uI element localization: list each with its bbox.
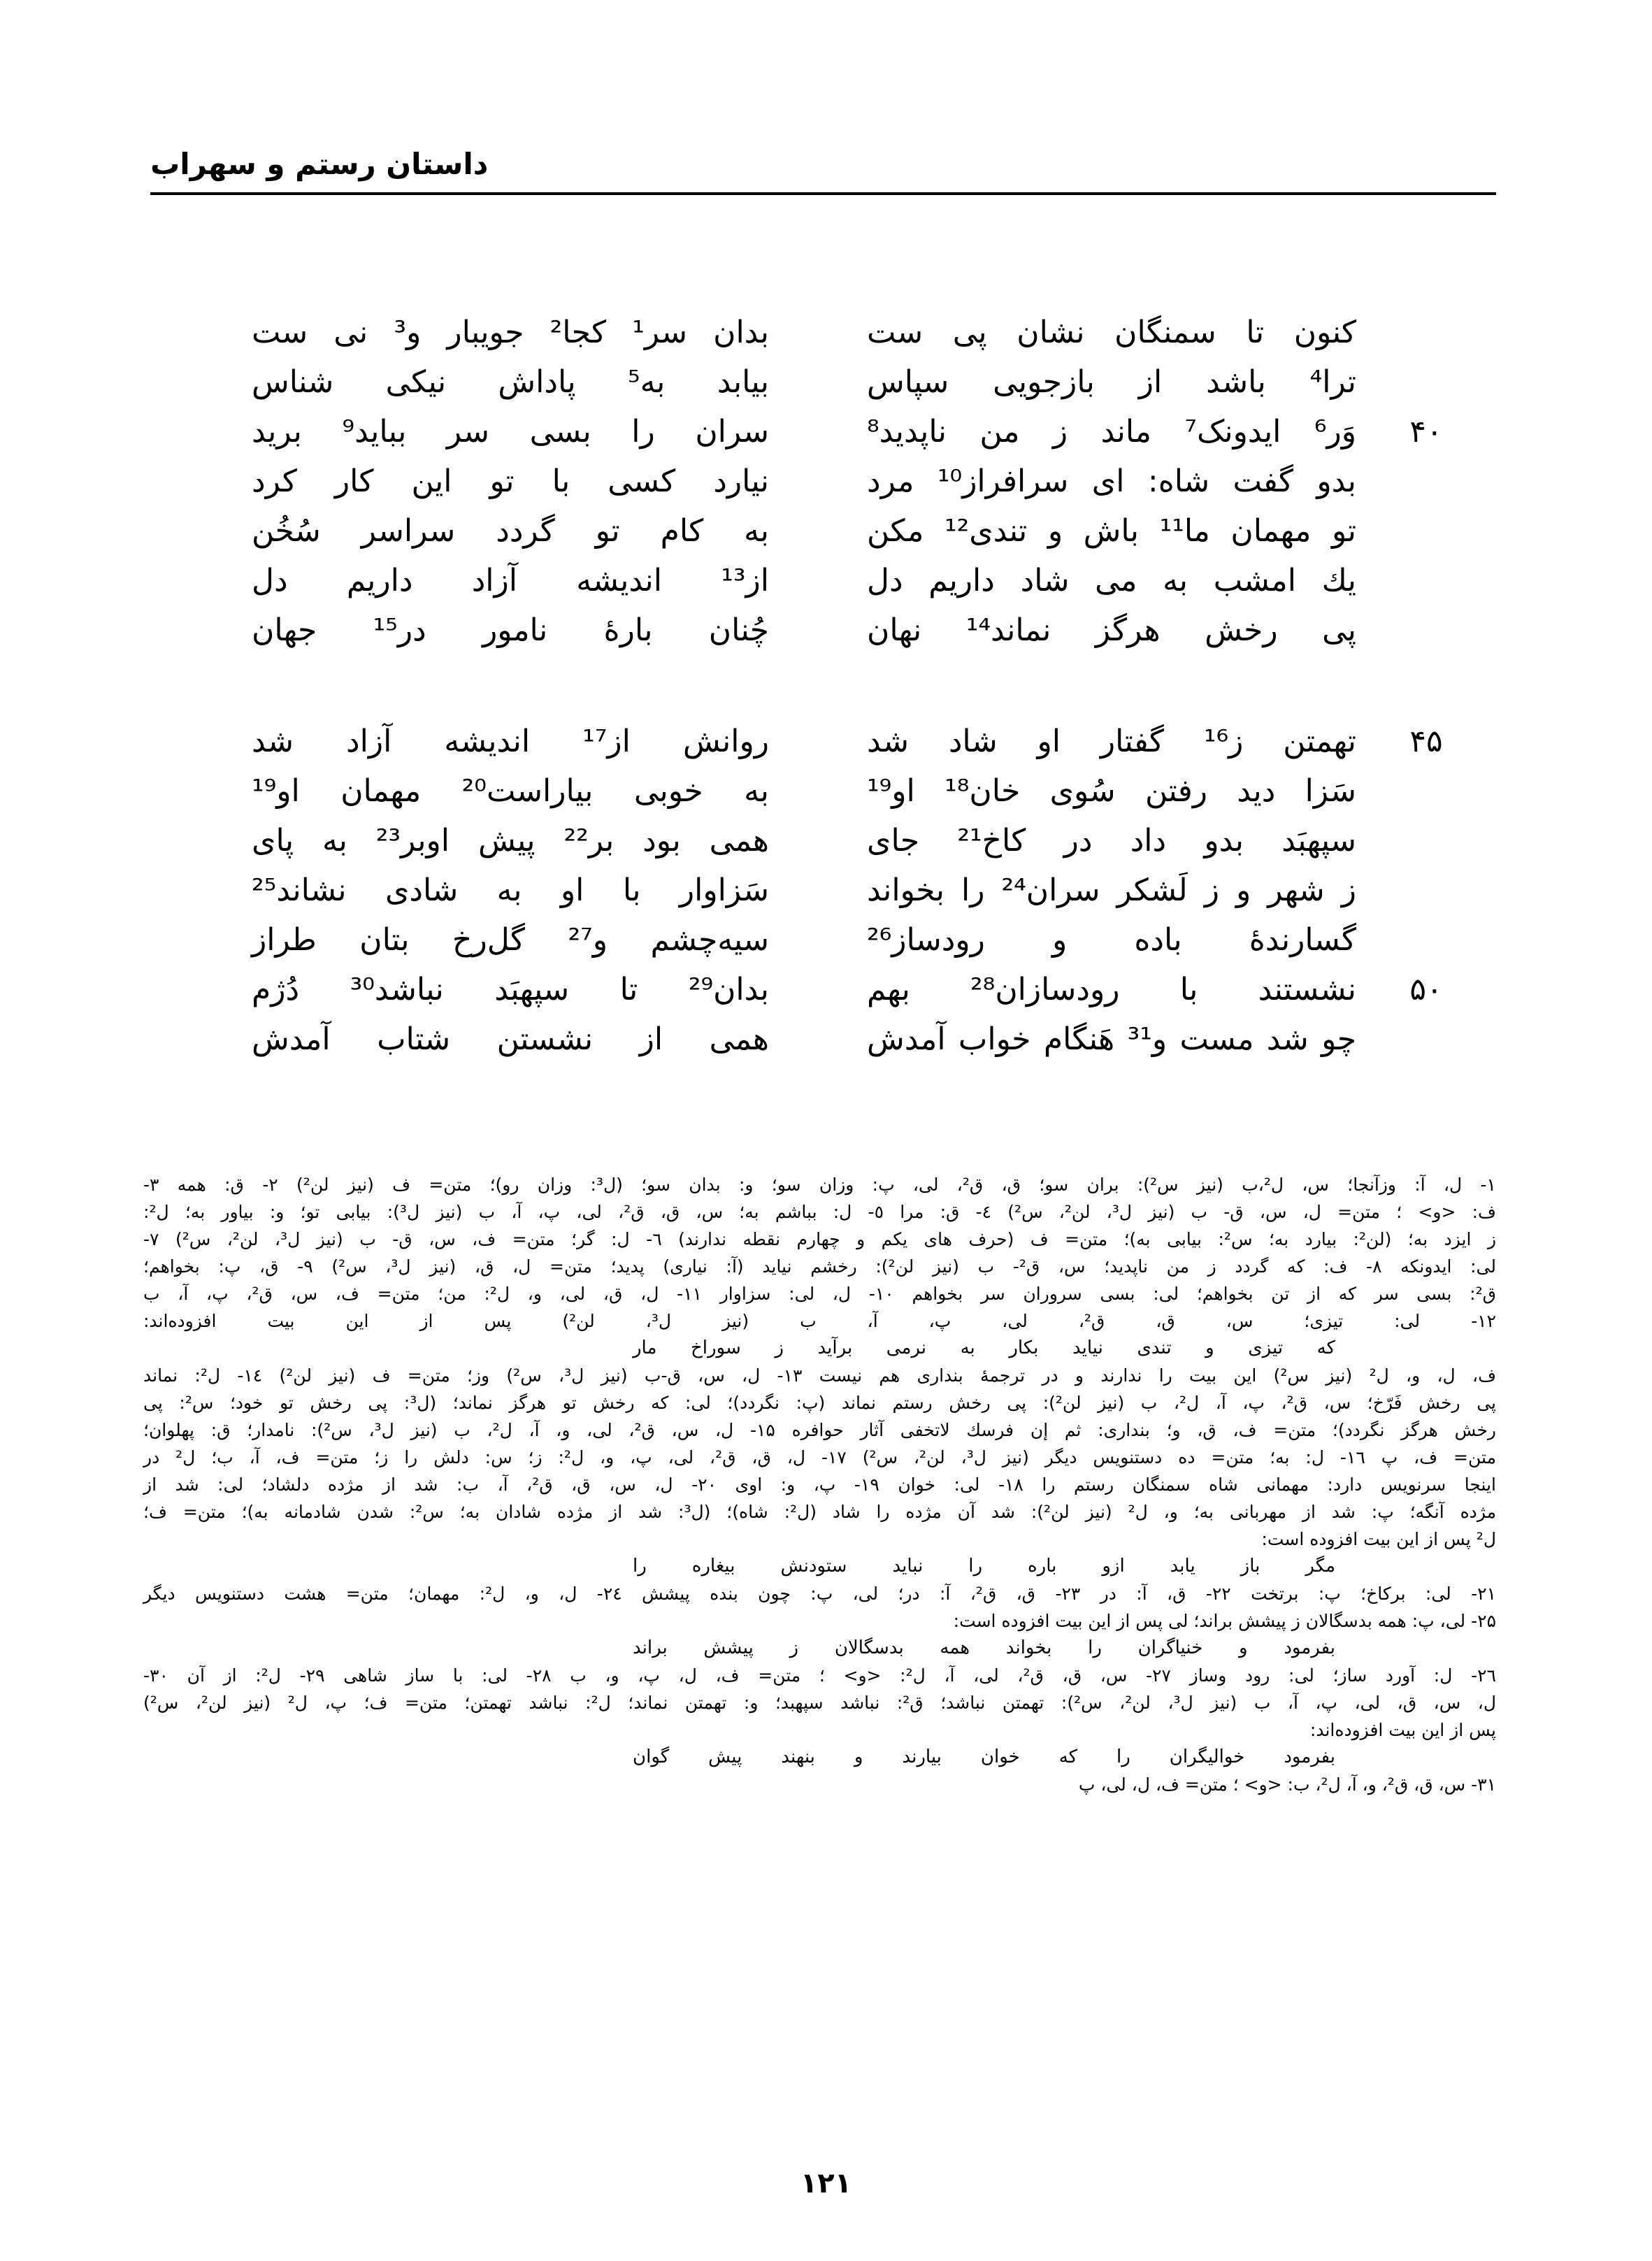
hemistich-second: همی از نشستن شتاب آمدش xyxy=(252,1021,769,1057)
hemistich-second: سیه‌چشم و²⁷ گل‌رخ بتان طراز xyxy=(252,922,769,958)
couplet xyxy=(252,457,1412,506)
hemistich-second: به خوبی بیاراست²⁰ مهمان او¹⁹ xyxy=(252,773,769,809)
variant-verse: بفرمود و خنیاگران را بخواند همه بدسگالان ز پیشش براند xyxy=(633,1637,1335,1658)
variant-verse: که تیزی و تندی نیاید بکار به نرمی برآید ز سوراخ مار xyxy=(633,1337,1335,1358)
couplet xyxy=(252,766,1412,816)
footnote-line: ۱- ل، آ: وزآنجا؛ س، ل²،ب (نیز س²): بران سو؛ ق، ق²، لی، پ: وزان سو؛ و: بدان سو؛ (ل³: وزان رو)؛ متن= ف (نیز لن²) ۲- ق: همه ۳- xyxy=(143,1175,1496,1195)
couplet xyxy=(252,816,1412,866)
variant-verse: بفرمود خوالیگران را که خوان بیارند و بنهند پیش گوان xyxy=(633,1746,1335,1767)
couplet xyxy=(252,717,1443,766)
hemistich-second: سَزاوار با او به شادی نشاند²⁵ xyxy=(252,873,769,908)
footnote-line: اینجا سرنویس دارد: مهمانی شاه سمنگان رستم را ۱۸- لی: خوان ۱۹- پ، و: اوی ۲۰- ل، س، ق، ق²، آ، ب: شد از مژده دلشاد؛ لی: شد از xyxy=(143,1474,1496,1495)
footnote-line: ف، ل، و، ل² (نیز س²) این بیت را ندارند و در ترجمهٔ بنداری هم نیست ۱۳- ل، س، ق-ب (نیز ل³، س²) وز؛ متن= ف (نیز لن²) ١٤- ل²: نماند xyxy=(143,1365,1497,1386)
footnote-line: ۲٦- ل: آورد ساز؛ لی: رود وساز ۲۷- س، ق، ق²، لی، آ، ل²: <و> ؛ متن= ف، ل، پ، و، ب ۲۸- لی: با ساز شاهی ۲۹- ل²: از آن ۳۰- xyxy=(143,1665,1496,1686)
hemistich-first: چو شد مست و³¹ هَنگام خواب آمدش xyxy=(867,1021,1357,1057)
verse-block-2 xyxy=(252,717,1443,1064)
footnote-line: ۳۱- س، ق، ق²، و، آ، ل²، ب: <و> ؛ متن= ف، ل، لی، پ xyxy=(1078,1774,1496,1795)
variant-verse: مگر باز یابد ازو باره را نباید ستودنش بیغاره را xyxy=(633,1556,1335,1577)
hemistich-first: ز شهر و ز لَشکر سران²⁴ را بخواند xyxy=(867,873,1356,908)
hemistich-second: نیارد کسی با تو این کار کرد xyxy=(252,464,769,499)
running-title: داستان رستم و سهراب xyxy=(150,147,489,181)
hemistich-first: بدو گفت شاه: ای سرافراز¹⁰ مرد xyxy=(867,464,1356,499)
footnote-line: ۲۵- لی، پ: همه بدسگالان ز پیشش براند؛ لی پس از این بیت افزوده است: xyxy=(953,1611,1496,1631)
footnote-line: ز ایزد به؛ (لن²: بیارد به؛ س²: بیابی به)؛ متن= ف (حرف های یکم و چهارم نقطه ندارند) ٦- ل: گر؛ متن= ف، س، ق- ب (نیز ل³، لن²، س²) ۷- xyxy=(143,1229,1497,1249)
hemistich-second: بیابد به⁵ پاداش نیکی شناس xyxy=(252,364,769,400)
footnote-line: ۱۲- لی: تیزی؛ س، ق، ق²، لی، پ، آ، ب (نیز ل³، لن²) پس از این بیت افزوده‌اند: xyxy=(143,1311,1496,1331)
hemistich-second: چُنان بارهٔ نامور در¹⁵ جهان xyxy=(252,612,769,648)
footnote-line: ۲۱- لی: برکاخ؛ پ: برتخت ۲۲- ق، آ: در ۲۳- ق، ق²، آ: در؛ لی، پ: چون بنده پیشش ۲٤- ل، و، ل²: مهمان؛ متن= هشت دستنویس دیگر xyxy=(143,1584,1497,1604)
footnote-line: رخش هرگز نگردد)؛ متن= ف، ق، و؛ بنداری: ثم إن فرسك لاتخفی آثار حوافره ۱۵- ل، س، ق²، لی، و، آ، ل²، ب (نیز ل³، س²): نامدار؛ ق: پهلوان؛ xyxy=(143,1420,1496,1440)
hemistich-second: به کام تو گردد سراسر سُخُن xyxy=(252,513,769,549)
couplet xyxy=(252,965,1443,1014)
couplet xyxy=(252,866,1412,915)
hemistich-second: بدان²⁹ تا سپهبَد نباشد³⁰ دُژم xyxy=(252,972,769,1007)
footnote-line: پی رخش فَرّخ؛ س، ق²، پ، آ، ل²، ب (نیز لن²): پی رخش رستم نماند (پ: نگردد)؛ لی: که رخش تو هرگز نماند؛ (ل³: پی رخش تو خود؛ س²: پی xyxy=(143,1393,1497,1413)
hemistich-second: همی بود بر²² پیش اوبر²³ به پای xyxy=(252,823,769,859)
footnote-line: ل، س، ق، لی، پ، آ، ب (نیز ل³، لن²، س²): تهمتن نباشد؛ ق²: نباشد سپهبد؛ و: تهمتن نماند؛ ل²: نباشد تهمتن؛ متن= ف؛ پ، ل² (نیز لن²، س²) xyxy=(143,1693,1496,1713)
couplet xyxy=(252,915,1412,965)
header-rule xyxy=(150,192,1496,195)
verse-number: ۴۰ xyxy=(1409,414,1443,450)
hemistich-first: سپهبَد بدو داد در کاخ²¹ جای xyxy=(867,823,1357,859)
hemistich-first: ترا⁴ باشد از بازجویی سپاس xyxy=(867,364,1356,400)
footnote-line: متن= ف، پ ۱٦- ل: به؛ متن= ده دستنویس دیگر (نیز ل³، لن²، س²) ۱۷- ل، ق، ق²، لی، پ، و، ل²: ز؛ س: دلش را ز؛ متن= ف، آ، ب؛ ل² در xyxy=(143,1447,1496,1467)
couplet xyxy=(252,1014,1412,1064)
couplet xyxy=(252,605,1412,655)
hemistich-first: تهمتن ز¹⁶ گفتار او شاد شد xyxy=(867,724,1356,759)
footnote-line: مژده آنگه؛ پ: شد از مهربانی به؛ و، ل² (نیز لن²): شد آن مژده را شاد (ل²: شاه)؛ (ل³: شد از مژده شادان به؛ س²: شدن شادمانه به)؛ متن= ف؛ xyxy=(143,1502,1497,1522)
couplet xyxy=(252,556,1412,605)
page-number: ۱۲۱ xyxy=(800,2167,852,2199)
couplet xyxy=(252,357,1412,407)
footnote-line: ف: <و> ؛ متن= ل، س، ق- ب (نیز ل³، لن²، س²) ٤- ق: مرا ٥- ل: بباشم به؛ س، ق، ق²، لی، پ، آ، ب (نیز ل³): بیابی تو؛ و: بیاور به؛ ل²: xyxy=(143,1202,1496,1222)
footnote-line: پس از این بیت افزوده‌اند: xyxy=(1309,1720,1496,1740)
verse-number: ۴۵ xyxy=(1409,724,1443,759)
hemistich-first: نشستند با رودسازان²⁸ بهم xyxy=(867,972,1356,1007)
hemistich-first: سَزا دید رفتن سُوی خان¹⁸ او¹⁹ xyxy=(867,773,1356,809)
hemistich-first: گسارندهٔ باده و رودساز²⁶ xyxy=(867,922,1356,958)
verse-block-1 xyxy=(252,308,1443,655)
hemistich-first: پی رخش هرگز نماند¹⁴ نهان xyxy=(867,612,1356,648)
footnote-line: لی: ایدونکه ۸- ف: که گردد ز من ناپدید؛ س، ق²- ب (نیز لن²): رخشم نیاید (آ: نیاری) پدید؛ متن= ل، ق، (نیز ل³، س²) ۹- ق، پ: بخواهم؛ xyxy=(143,1256,1496,1277)
couplet xyxy=(252,308,1412,357)
critical-apparatus xyxy=(143,1171,1496,1798)
hemistich-first: تو مهمان ما¹¹ باش و تندی¹² مکن xyxy=(867,513,1356,549)
hemistich-first: وَر⁶ ایدونک⁷ ماند ز من ناپدید⁸ xyxy=(867,414,1356,450)
hemistich-second: روانش از¹⁷ اندیشه آزاد شد xyxy=(252,724,769,759)
footnote-line: ق²: بسی سر که از تن بخواهم؛ لی: بسی سروران سر بخواهم ۱۰- ل، لی: سزاوار ۱۱- ل، ق، لی، و، ل²: من؛ متن= ف، س، ق²، پ، آ، ب xyxy=(143,1284,1496,1304)
hemistich-second: بدان سر¹ کجا² جویبار و³ نی ست xyxy=(252,315,770,350)
couplet xyxy=(252,506,1412,556)
hemistich-first: کنون تا سمنگان نشان پی ست xyxy=(867,315,1356,350)
verse-number: ۵۰ xyxy=(1409,972,1443,1007)
hemistich-first: یك امشب به می شاد داریم دل xyxy=(867,563,1356,598)
hemistich-second: از¹³ اندیشه آزاد داریم دل xyxy=(252,563,769,598)
footnote-line: ل² پس از این بیت افزوده است: xyxy=(1261,1529,1496,1549)
hemistich-second: سران را بسی سر بباید⁹ برید xyxy=(252,414,769,450)
couplet xyxy=(252,407,1443,457)
